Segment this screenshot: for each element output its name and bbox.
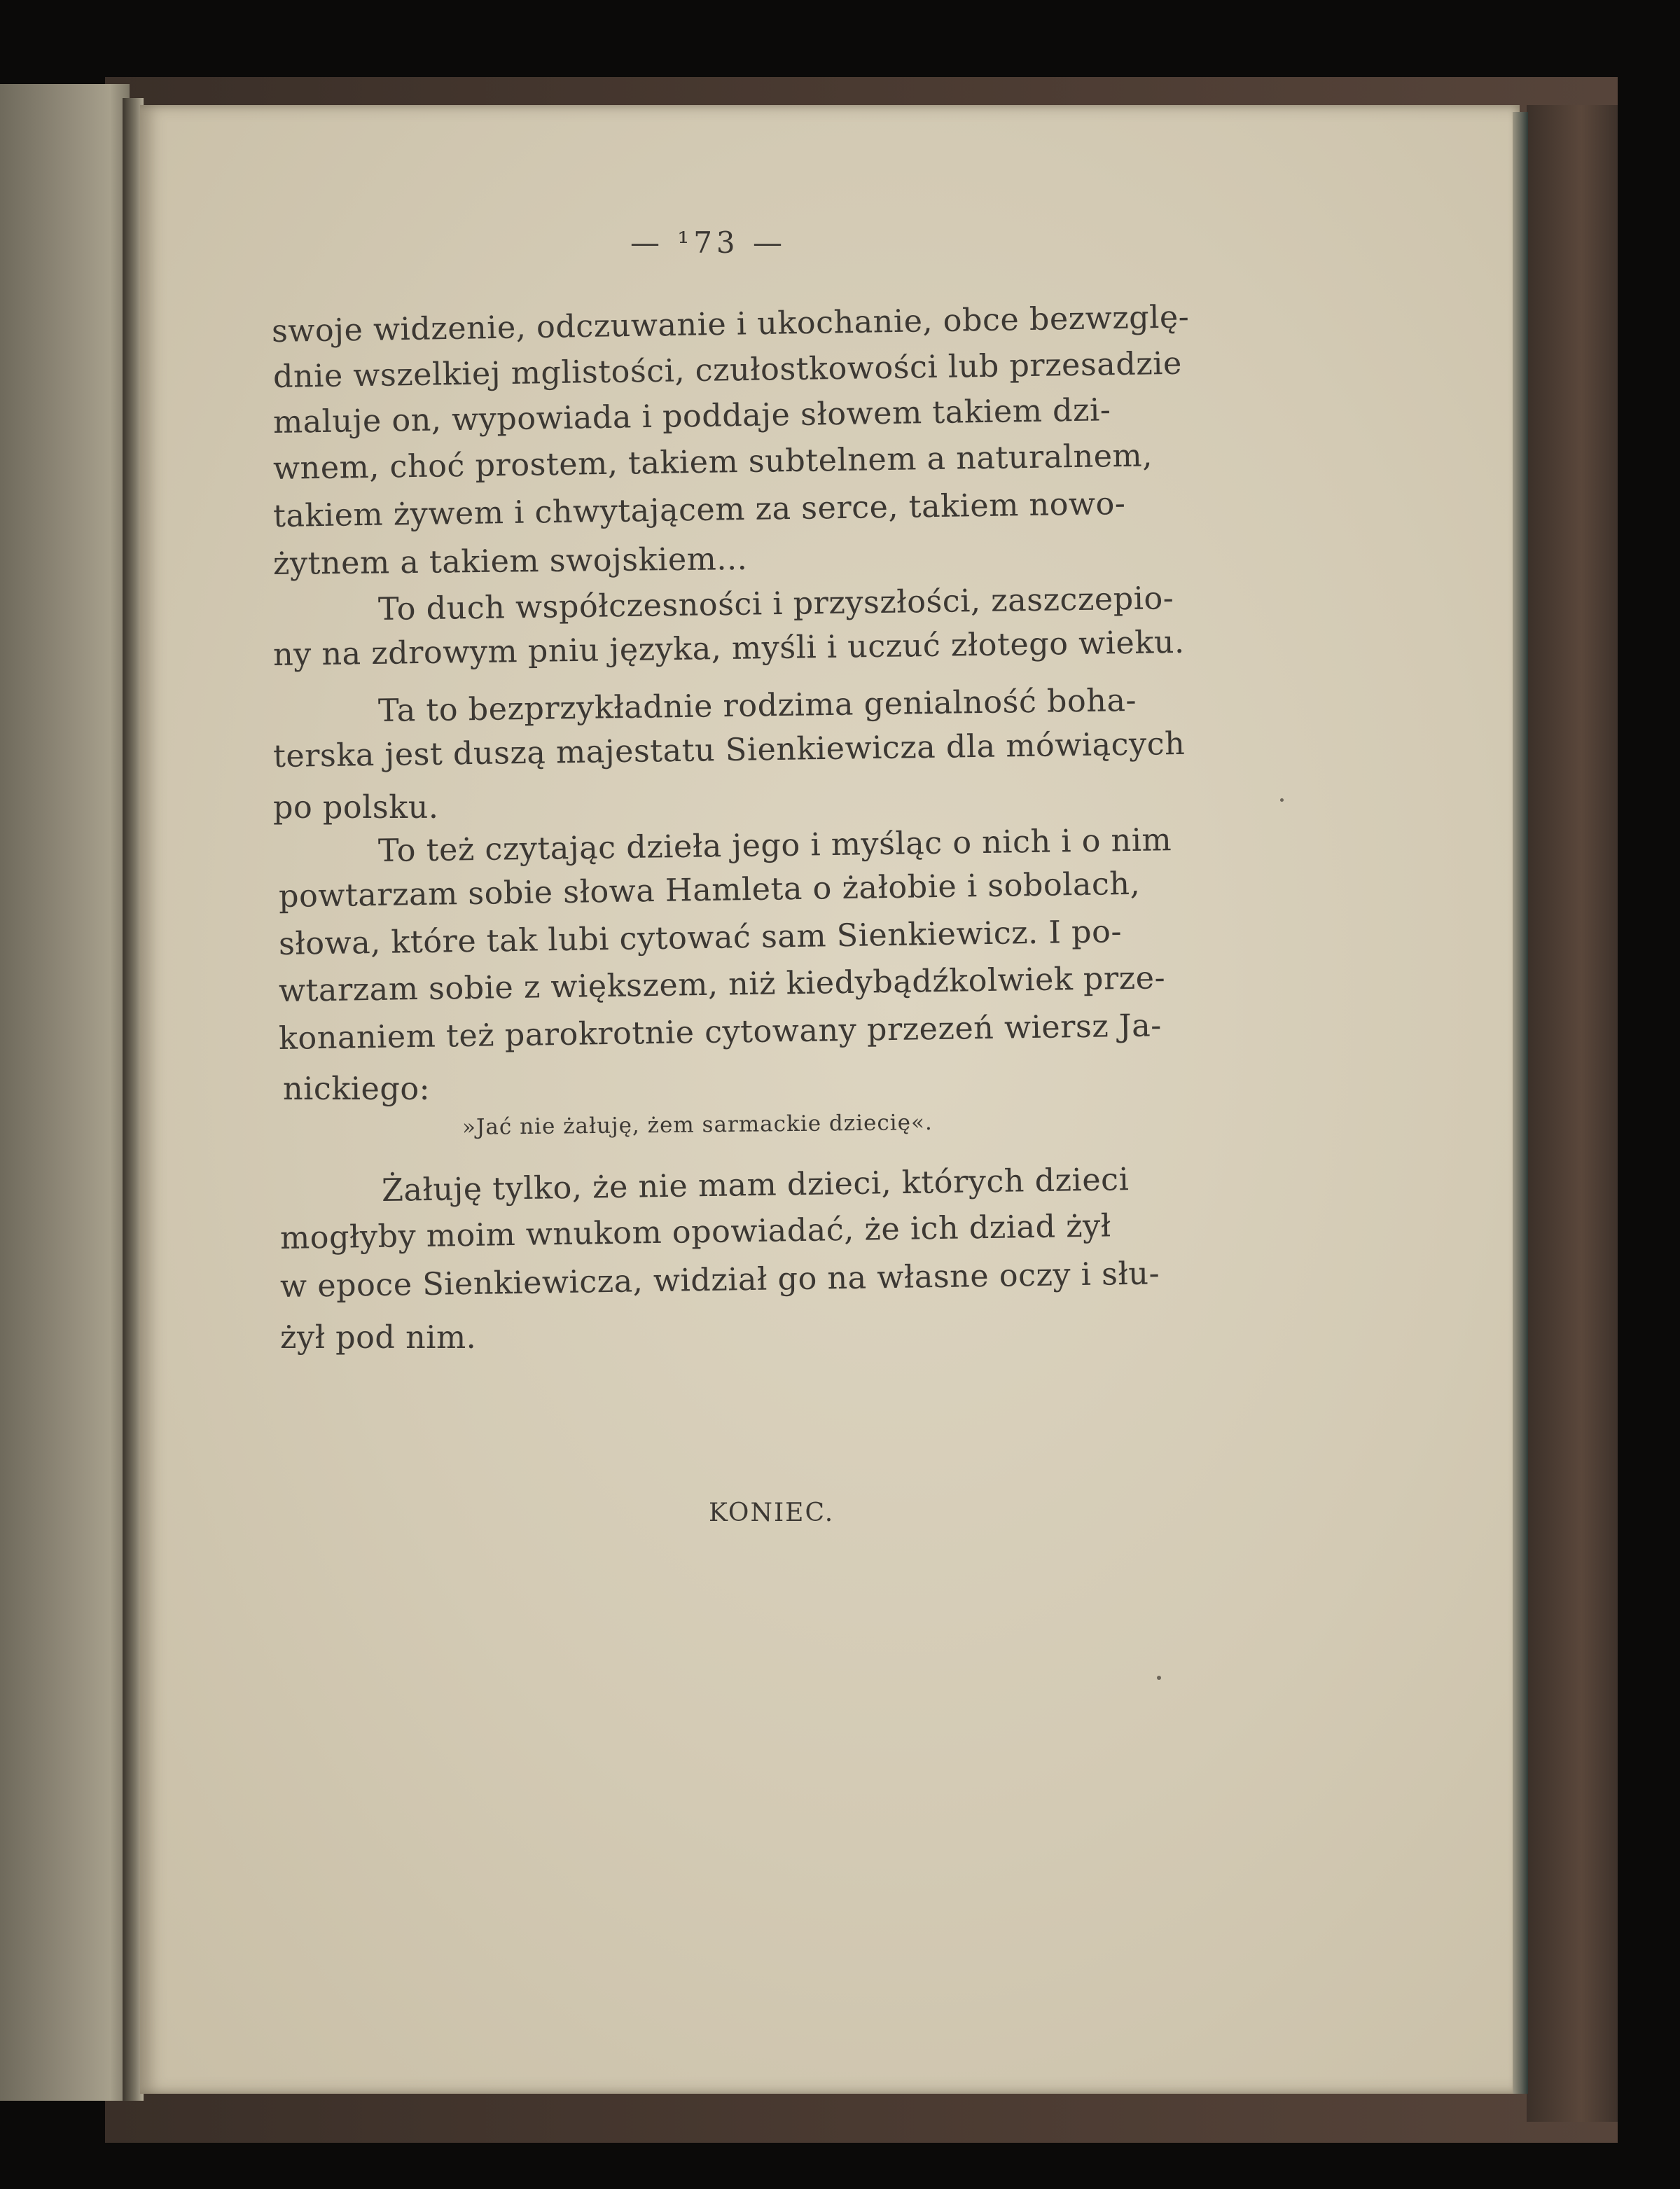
quote-line: »Jać nie żałuję, żem sarmackie dziecię«.	[461, 1109, 933, 1140]
text-line: powtarzam sobie słowa Hamleta o żałobie i sobolach,	[278, 866, 1141, 915]
paper-speck	[1280, 798, 1284, 802]
text-line: ny na zdrowym pniu języka, myśli i uczuć złotego wieku.	[272, 624, 1185, 673]
text-line: po polsku.	[273, 790, 439, 826]
text-line: takiem żywem i chwytającem za serce, takiem nowo-	[272, 485, 1126, 534]
text-line: To duch współczesności i przyszłości, zaszczepio-	[377, 581, 1174, 627]
page-number-header: — ¹73 —	[630, 225, 786, 260]
text-line: konaniem też parokrotnie cytowany przezeń wiersz Ja-	[278, 1008, 1162, 1057]
text-line: wnem, choć prostem, takiem subtelnem a naturalnem,	[272, 438, 1153, 487]
ending-label: KONIEC.	[709, 1499, 835, 1527]
text-line: To też czytając dzieła jego i myśląc o nich i o nim	[377, 822, 1172, 869]
text-line: słowa, które tak lubi cytować sam Sienkiewicz. I po-	[278, 914, 1123, 962]
text-line: terska jest duszą majestatu Sienkiewicza dla mówiących	[272, 725, 1186, 774]
text-line: mogłyby moim wnukom opowiadać, że ich dziad żył	[279, 1208, 1112, 1256]
text-line: wtarzam sobie z większem, niż kiedybądźkolwiek prze-	[278, 960, 1166, 1009]
text-line: nickiego:	[283, 1071, 431, 1107]
page-edge	[1513, 112, 1528, 2094]
text-line: w epoce Sienkiewicza, widział go na własne oczy i słu-	[279, 1256, 1160, 1305]
previous-page-strip	[0, 84, 130, 2101]
book-cover-edge	[1527, 105, 1618, 2122]
text-line: Żałuję tylko, że nie mam dzieci, których dzieci	[381, 1162, 1130, 1209]
text-line: żytnem a takiem swojskiem...	[272, 541, 748, 582]
paper-speck	[1157, 1676, 1161, 1680]
text-line: żył pod nim.	[280, 1320, 477, 1356]
text-line: dnie wszelkiej mglistości, czułostkowości lub przesadzie	[272, 345, 1183, 395]
text-line: maluje on, wypowiada i poddaje słowem takiem dzi-	[272, 392, 1111, 440]
text-line: swoje widzenie, odczuwanie i ukochanie, obce bezwzglę-	[271, 299, 1190, 349]
text-line: Ta to bezprzykładnie rodzima genialność boha-	[377, 682, 1137, 729]
